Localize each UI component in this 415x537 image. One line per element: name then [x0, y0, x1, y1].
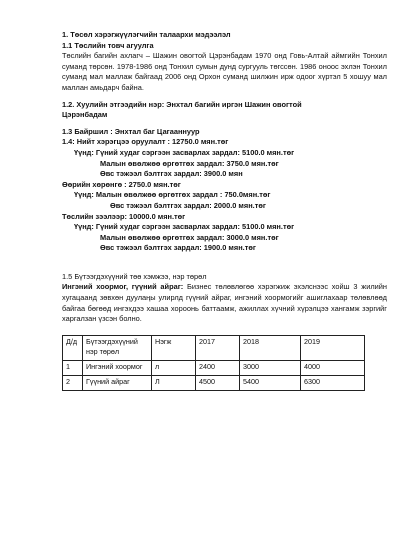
table-cell: 4000 [301, 360, 365, 375]
table-cell: Гүүний айраг [83, 375, 152, 390]
table-cell: 5400 [240, 375, 301, 390]
section-1-5-text: Бизнес төлөвлөгөө хэрэгжиж эхэлснээс хойш 3 жилийн хугацаанд зөвхөн дуулаңы улирлд гүүний айраг, ингэний хоормогийг ашиглахаар төлөвлөөд байгаа бөгөөд ингэхдээ хашаа хороонь баттаамж, ажиллах хүчний хүрэлцээ хангамж зэргийг харгалзан үзсэн болно. [62, 282, 387, 324]
section-1-1-heading: 1.1 Төслийн товч агуулга [62, 40, 154, 50]
table-header-cell: 2019 [301, 335, 365, 360]
loan-line: Өвс тэжээл бэлтгэх зардал: 1900.0 мян.төг [100, 243, 256, 253]
section-1-3-location: 1.3 Байршил : Энхтал баг Цагааннуур [62, 126, 200, 136]
total-breakdown-line: Үүнд: Гүний худаг сэргээн засварлах зардал: 5100.0 мян.төг [74, 147, 295, 157]
section-1-4-total: 1.4: Нийт хэрэгцээ оруулалт : 12750.0 мян.төг [62, 137, 229, 147]
table-cell: 2 [63, 375, 83, 390]
table-cell: 4500 [196, 375, 240, 390]
section-1-5-paragraph [62, 282, 387, 324]
loan-line: Үүнд: Гүний худаг сэргээн засварлах зардал: 5100.0 мян.төг [74, 222, 295, 232]
table-header-cell: 2018 [240, 335, 301, 360]
own-funds-heading: Өөрийн хөрөнгө : 2750.0 мян.төг [62, 179, 181, 189]
table-cell: 3000 [240, 360, 301, 375]
table-header-cell: Д/д [63, 335, 83, 360]
section-1-2-line: 1.2. Хуулийн этгээдийн нэр: Энхтал багийн иргэн Шажин овогтой [62, 99, 302, 109]
table-cell: Л [152, 375, 196, 390]
table-cell: 6300 [301, 375, 365, 390]
section-1-5-lead: Ингэний хоормог, гүүний айраг: [62, 282, 184, 292]
table-row [63, 375, 365, 390]
table-cell: 2400 [196, 360, 240, 375]
own-funds-line: Өвс тэжээл бэлтгэх зардал: 2000.0 мян.төг [110, 200, 266, 210]
section-1-heading: 1. Төсөл хэрэгжүүлэгчийн талаархи мэдээлэл [62, 30, 231, 39]
table-header-cell: Нэгж [152, 335, 196, 360]
table-cell: л [152, 360, 196, 375]
total-breakdown-line: Өвс тэжээл бэлтгэх зардал: 3900.0 мян [100, 169, 243, 179]
loan-line: Малын өвөлжөө өргөтгөх зардал: 3000.0 мян.төг [100, 232, 279, 242]
section-1-1-paragraph: Төслийн багийн ахлагч – Шажин овогтой Цэрэнбадам 1970 онд Говь-Алтай аймгийн Тонхил суманд төрсөн. 1978-1986 онд Тонхил сумын дунд сургууль төгссөн. 1986 оноос эхлэн Тонхил суманд мал маллаж байгаад 2006 онд Орхон суманд шилжин ирж одоог хүртэл 5 хошуу мал маллан амьдарч байна. [62, 51, 387, 92]
table-header-cell: Бүтээгдэхүүний нэр төрөл [83, 335, 152, 360]
total-breakdown-line: Малын өвөлжөө өргөтгөх зардал: 3750.0 мян.төг [100, 158, 279, 168]
table-cell: 1 [63, 360, 83, 375]
section-1-2-line-cont: Цэрэнбадам [62, 110, 108, 120]
table-cell: Ингэний хоормог [83, 360, 152, 375]
table-row [63, 360, 365, 375]
table-header-cell: 2017 [196, 335, 240, 360]
loan-heading: Төслийн зээлээр: 10000.0 мян.төг [62, 211, 186, 221]
section-1-5-heading: 1.5 Бүтээгдэхүүний төө хэмжээ, нэр төрөл [62, 271, 207, 281]
own-funds-line: Үүнд: Малын өвөлжөө өргөтгөх зардал : 750.0мян.төг [74, 190, 271, 200]
products-table [62, 335, 365, 391]
table-header-row [63, 335, 365, 360]
